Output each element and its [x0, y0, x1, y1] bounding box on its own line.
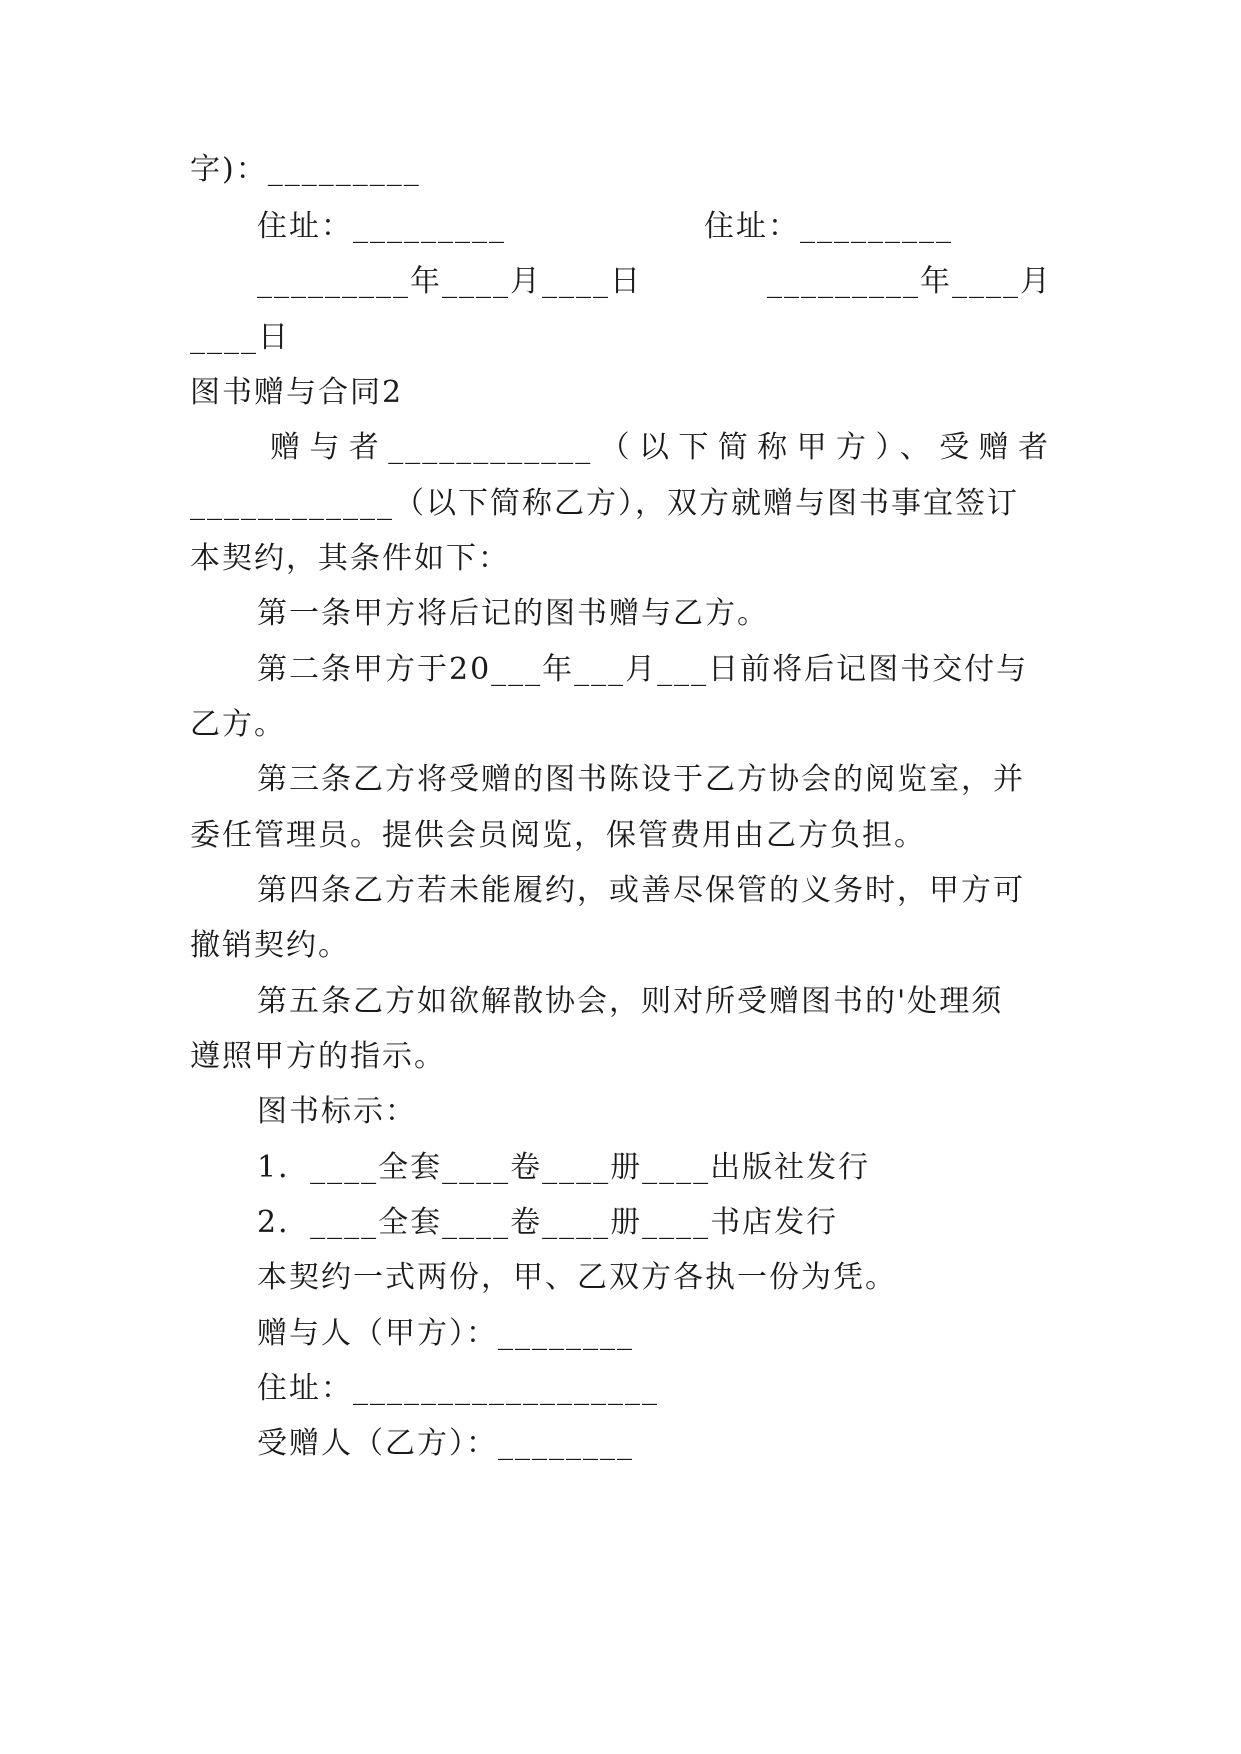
- donor-address: 住址：__________________: [257, 1371, 659, 1406]
- article-5-line2: 遵照甲方的指示。: [190, 1039, 446, 1074]
- paragraph-intro-line2: ____________（以下简称乙方），双方就赠与图书事宜签订: [190, 486, 1019, 521]
- address-left: 住址：_________: [257, 209, 506, 244]
- book-list-item-1: 1．____全套____卷____册____出版社发行: [257, 1150, 871, 1185]
- donor-signature: 赠与人（甲方）：________: [257, 1316, 634, 1351]
- date-left: _________年____月____日: [257, 264, 642, 299]
- article-1: 第一条甲方将后记的图书赠与乙方。: [257, 596, 769, 631]
- signature-line-tail: 字)：_________: [190, 152, 421, 187]
- article-2-line2: 乙方。: [190, 707, 286, 742]
- book-list-heading: 图书标示：: [257, 1094, 417, 1129]
- book-list-item-2: 2．____全套____卷____册____书店发行: [257, 1205, 839, 1240]
- date-right: _________年____月: [767, 264, 1052, 299]
- donee-signature: 受赠人（乙方）：________: [257, 1426, 634, 1461]
- paragraph-intro-line3: 本契约，其条件如下：: [190, 541, 510, 576]
- address-right: 住址：_________: [704, 209, 953, 244]
- article-3-line2: 委任管理员。提供会员阅览，保管费用由乙方负担。: [190, 818, 926, 853]
- article-4-line2: 撤销契约。: [190, 928, 350, 963]
- article-2-line1: 第二条甲方于20___年___月___日前将后记图书交付与: [257, 652, 1029, 687]
- copies-statement: 本契约一式两份，甲、乙双方各执一份为凭。: [257, 1260, 897, 1295]
- date-right-continued: ____日: [190, 320, 290, 355]
- article-3-line1: 第三条乙方将受赠的图书陈设于乙方协会的阅览室，并: [257, 762, 1025, 797]
- contract-title: 图书赠与合同2: [190, 375, 404, 410]
- article-5-line1: 第五条乙方如欲解散协会，则对所受赠图书的'处理须: [257, 984, 1004, 1019]
- article-4-line1: 第四条乙方若未能履约，或善尽保管的义务时，甲方可: [257, 873, 1025, 908]
- address-row: [257, 207, 1050, 247]
- date-row: [257, 262, 1050, 302]
- paragraph-intro-line1: 赠与者____________（以下简称甲方）、受赠者: [270, 430, 1050, 465]
